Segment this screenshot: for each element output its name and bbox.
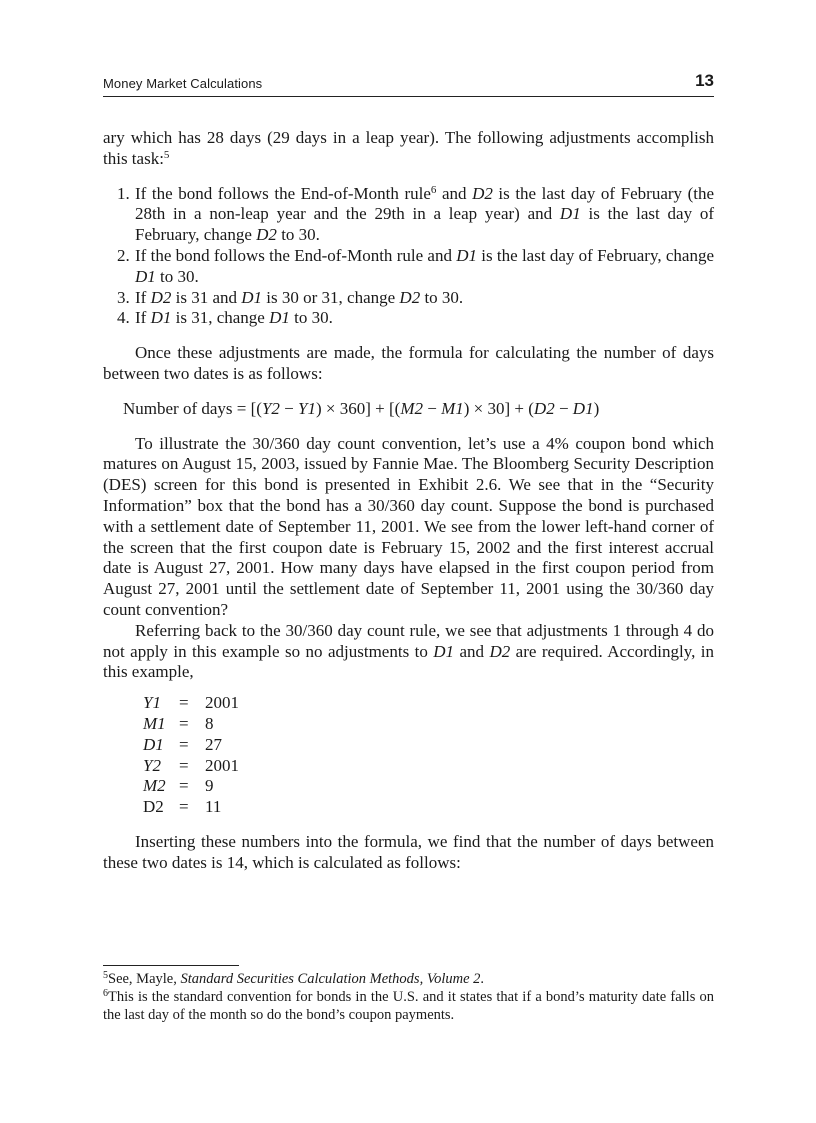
paragraph: Referring back to the 30/360 day count rule, we see that adjustments 1 through 4 do not apply in this example so no adjustments to D1 and D2 are required. Accordingly, in this example, <box>103 620 715 682</box>
list-item: 4. If D1 is 31, change D1 to 30. <box>117 308 333 328</box>
footnote-ref-5: 5 <box>163 148 170 161</box>
footnote-6: $^6$This is the standard convention for bonds in the U.S. and it states that if a bond’s maturity date falls on the last day of the month so do the bond’s coupon payments. <box>103 988 714 1023</box>
footnotes <box>103 970 714 1024</box>
paragraph: To illustrate the 30/360 day count convention, let’s use a 4% coupon bond which matures on August 15, 2003, issued by Fannie Mae. The Bloomberg Security Description (DES) screen for this bond is presented in Exhibit 2.6. We see that in the “Security Information” box that the bond has a 30/360 day count. Suppose the bond is purchased with a settlement date of September 11, 2001. We see from the lower left-hand corner of the screen that the first coupon date is February 15, 2002 and the first interest accrual date is August 27, 2001. How many days have elapsed in the first coupon period from August 27, 2001 until the settlement date of September 11, 2001 using the 30/360 day count convention? <box>103 433 714 619</box>
list-item: 1. If the bond follows the End-of-Month rule$^6$ and D2 is the last day of February (the 28th in a non-leap year and the 29th in a leap year) and D1 is the last day of February, change D2 to 30. <box>117 183 715 245</box>
table-row: M2 = 9 <box>143 776 214 796</box>
running-title: Money Market Calculations <box>103 76 263 91</box>
list-item: 3. If D2 is 31 and D1 is 30 or 31, change D2 to 30. <box>117 287 464 307</box>
body-text <box>103 128 714 874</box>
paragraph: Once these adjustments are made, the formula for calculating the number of days between two dates is as follows: <box>103 343 714 383</box>
footnote-rule <box>103 965 239 966</box>
variable-table <box>143 693 239 818</box>
table-row: Y1 = 2001 <box>143 693 239 713</box>
paragraph-continuation: ary which has 28 days (29 days in a leap year). The following adjustments accomplish this task:$^5$ <box>103 128 714 168</box>
page-number: 13 <box>695 71 714 90</box>
adjustment-list <box>103 184 714 330</box>
table-row: D2 = 11 <box>143 797 222 817</box>
day-count-formula: Number of days = [(Y2 − Y1) × 360] + [(M2 − M1) × 30] + (D2 − D1) <box>123 398 600 418</box>
list-item: 2. If the bond follows the End-of-Month rule and D1 is the last day of February, change D1 to 30. <box>117 245 714 286</box>
table-row: M1 = 8 <box>143 713 214 733</box>
running-header <box>103 70 714 97</box>
footnote-ref-6: 6 <box>430 183 437 196</box>
table-row: Y2 = 2001 <box>143 755 239 775</box>
footnote-5: $^5$See, Mayle, Standard Securities Calculation Methods, Volume 2. <box>103 970 485 987</box>
table-row: D1 = 27 <box>143 734 222 754</box>
paragraph: Inserting these numbers into the formula, we find that the number of days between these two dates is 14, which is calculated as follows: <box>103 831 714 872</box>
